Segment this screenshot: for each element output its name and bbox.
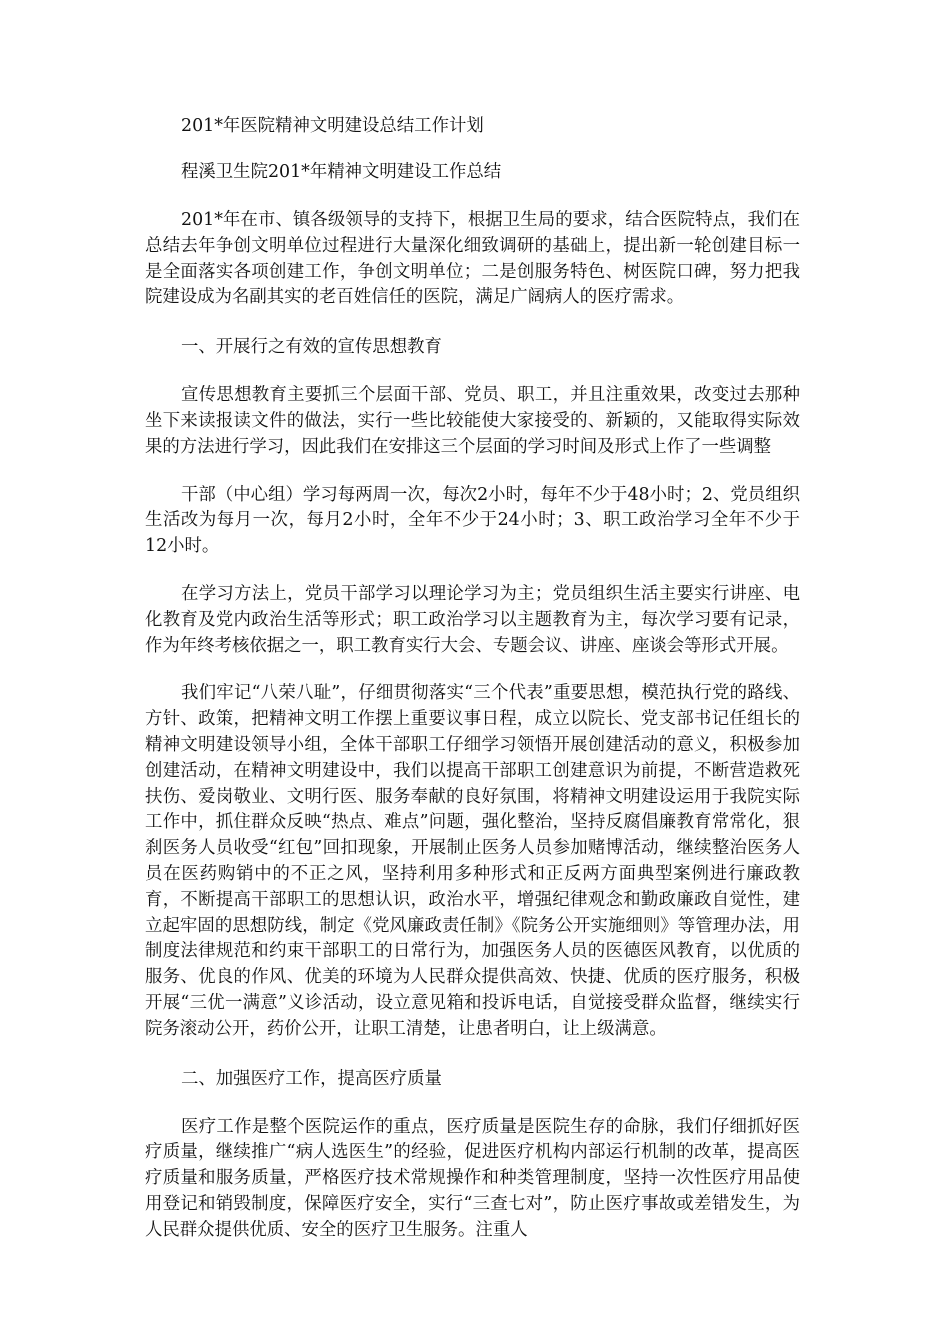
section-1-paragraph-2: 干部（中心组）学习每两周一次，每次2小时，每年不少于48小时；2、党员组织生活改为每月一次，每月2小时，全年不少于24小时；3、职工政治学习全年不少于12小时。 <box>145 484 800 557</box>
intro-paragraph: 201*年在市、镇各级领导的支持下，根据卫生局的要求，结合医院特点，我们在总结去年争创文明单位过程进行大量深化细致调研的基础上，提出新一轮创建目标一是全面落实各项创建工作，争创文明单位；二是创服务特色、树医院口碑，努力把我院建设成为名副其实的老百姓信任的医院，满足广阔病人的医疗需求。 <box>145 210 800 308</box>
document-page <box>145 112 800 1266</box>
document-subtitle: 程溪卫生院201*年精神文明建设工作总结 <box>181 162 502 182</box>
section-1-heading: 一、开展行之有效的宣传思想教育 <box>181 337 442 358</box>
section-2-heading: 二、加强医疗工作，提高医疗质量 <box>181 1068 442 1089</box>
section-1-paragraph-1: 宣传思想教育主要抓三个层面干部、党员、职工，并且注重效果，改变过去那种坐下来读报读文件的做法，实行一些比较能使大家接受的、新颖的，又能取得实际效果的方法进行学习，因此我们在安排这三个层面的学习时间及形式上作了一些调整 <box>145 385 800 457</box>
section-1-paragraph-3: 在学习方法上，党员干部学习以理论学习为主；党员组织生活主要实行讲座、电化教育及党内政治生活等形式；职工政治学习以主题教育为主，每次学习要有记录，作为年终考核依据之一，职工教育实行大会、专题会议、讲座、座谈会等形式开展。 <box>145 583 800 656</box>
document-title: 201*年医院精神文明建设总结工作计划 <box>181 116 484 136</box>
section-1-paragraph-4: 我们牢记“八荣八耻”，仔细贯彻落实“三个代表”重要思想，模范执行党的路线、方针、政策，把精神文明工作摆上重要议事日程，成立以院长、党支部书记任组长的精神文明建设领导小组，全体干部职工仔细学习领悟开展创建活动的意义，积极参加创建活动，在精神文明建设中，我们以提高干部职工创建意识为前提，不断营造救死扶伤、爱岗敬业、文明行医、服务奉献的良好氛围，将精神文明建设运用于我院实际工作中，抓住群众反映“热点、难点”问题，强化整治，坚持反腐倡廉教育常常化，狠刹医务人员收受“红包”回扣现象，开展制止医务人员参加赌博活动，继续整治医务人员在医药购销中的不正之风，坚持利用多种形式和正反两方面典型案例进行廉政教育，不断提高干部职工的思想认识，政治水平，增强纪律观念和勤政廉政自觉性，建立起牢固的思想防线，制定《党风廉政责任制》《院务公开实施细则》等管理办法，用制度法律规范和约束干部职工的日常行为，加强医务人员的医德医风教育，以优质的服务、优良的作风、优美的环境为人民群众提供高效、快捷、优质的医疗服务，积极开展“三优一满意”义诊活动，设立意见箱和投诉电话，自觉接受群众监督，继续实行院务滚动公开，药价公开，让职工清楚，让患者明白，让上级满意。 <box>145 683 800 1039</box>
section-2-paragraph-1: 医疗工作是整个医院运作的重点，医疗质量是医院生存的命脉，我们仔细抓好医疗质量，继续推广“病人选医生”的经验，促进医疗机构内部运行机制的改革，提高医疗质量和服务质量，严格医疗技术常规操作和种类管理制度，坚持一次性医疗用品使用登记和销毁制度，保障医疗安全，实行“三查七对”，防止医疗事故或差错发生，为人民群众提供优质、安全的医疗卫生服务。注重人 <box>145 1116 800 1240</box>
